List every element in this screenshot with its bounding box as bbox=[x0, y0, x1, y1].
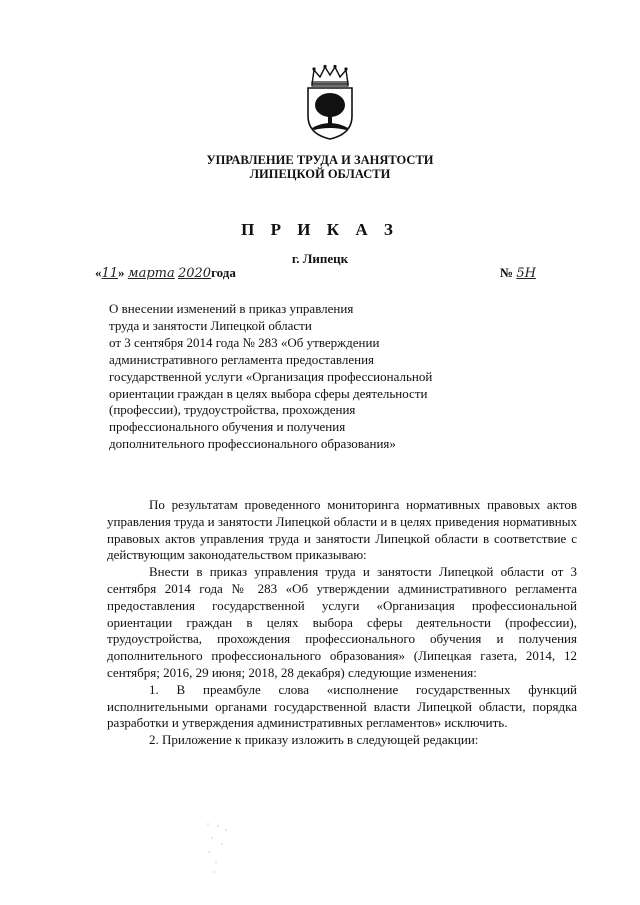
subject-line: ориентации граждан в целях выбора сферы деятельности bbox=[109, 385, 428, 401]
subject-line: профессионального обучения и получения bbox=[109, 419, 346, 435]
document-body bbox=[107, 497, 577, 749]
document-number bbox=[500, 265, 564, 281]
organization-name-line1: УПРАВЛЕНИЕ ТРУДА И ЗАНЯТОСТИ bbox=[206, 153, 434, 167]
coat-of-arms-icon bbox=[298, 64, 362, 140]
subject-line: дополнительного профессионального образования» bbox=[109, 436, 396, 452]
date-day: 11 bbox=[101, 266, 119, 281]
body-paragraph-item-1: 1. В преамбуле слова «исполнение государственных функций исполнительными органами государственной власти Липецкой области, порядка разработки и утверждения административных регламентов» исключить. bbox=[107, 681, 577, 731]
number-value: 5Н bbox=[516, 266, 536, 281]
subject-line: О внесении изменений в приказ управления bbox=[109, 301, 354, 316]
body-paragraph-changes: Внести в приказ управления труда и занятости Липецкой области от 3 сентября 2014 года № 283 «Об утверждении административного регламента предоставления государственной услуги «Организация профессиональной ориентации граждан в целях выбора сферы деятельности (профессии), трудоустройства, прохождения профессионального обучения и получения дополнительного профессионального образования» (Липецкая газета, 2014, 12 сентября; 2016, 29 июня; 2018, 28 декабря) следующие изменения: bbox=[107, 564, 577, 680]
date-open-quote: « bbox=[95, 265, 102, 280]
body-paragraph-preamble: По результатам проведенного мониторинга нормативных правовых актов управления труда и занятости Липецкой области и в целях приведения нормативных правовых актов управления труда и занятости Липецкой области в соответствие с действующим законодательством приказываю: bbox=[107, 497, 577, 563]
subject-line: (профессии), трудоустройства, прохождения bbox=[109, 402, 356, 418]
document-type-title: П Р И К А З bbox=[241, 220, 399, 239]
date-year: 2020 bbox=[177, 266, 212, 281]
subject-line: административного регламента предоставления bbox=[109, 351, 375, 367]
date-year-suffix: года bbox=[211, 265, 236, 280]
date-close-quote: » bbox=[118, 265, 125, 280]
subject-line: труда и занятости Липецкой области bbox=[109, 317, 312, 333]
subject-line: от 3 сентября 2014 года № 283 «Об утверждении bbox=[109, 334, 380, 350]
number-label: № bbox=[500, 265, 514, 280]
organization-name-line2: ЛИПЕЦКОЙ ОБЛАСТИ bbox=[249, 167, 391, 181]
document-date bbox=[95, 265, 236, 281]
scan-artifact bbox=[200, 820, 240, 880]
document-subject bbox=[109, 301, 432, 453]
document-city: г. Липецк bbox=[291, 251, 349, 266]
date-month: марта bbox=[127, 266, 175, 281]
subject-line: государственной услуги «Организация профессиональной bbox=[109, 368, 433, 384]
body-paragraph-item-2: 2. Приложение к приказу изложить в следующей редакции: bbox=[149, 732, 479, 748]
